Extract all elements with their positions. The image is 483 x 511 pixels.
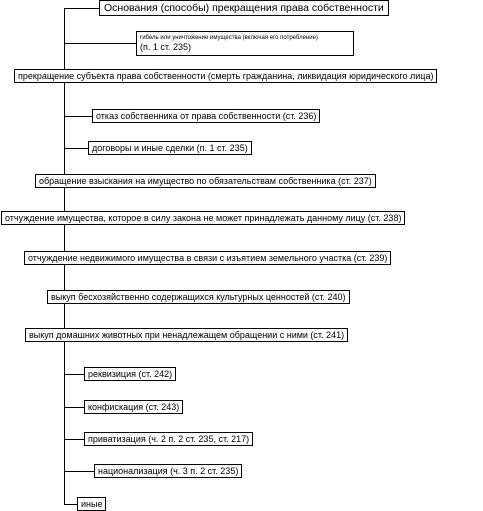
diagram-title: Основания (способы) прекращения права собственности (104, 2, 384, 14)
item-box-13 (94, 464, 242, 478)
item-13-text: национализация (ч. 3 п. 2 ст. 235) (98, 466, 239, 476)
item-box-1 (136, 31, 354, 56)
item-5-text: обращение взыскания на имущество по обязательствам собственника (ст. 237) (39, 176, 372, 186)
item-3-text: отказ собственника от права собственности (ст. 236) (96, 111, 317, 121)
connector-4 (64, 148, 88, 149)
item-11-text: конфискация (ст. 243) (88, 402, 180, 412)
item-box-8 (47, 290, 350, 304)
item-box-5 (35, 174, 376, 188)
item-box-6 (1, 211, 405, 225)
connector-12 (64, 439, 84, 440)
item-box-3 (92, 109, 320, 123)
connector-1 (64, 43, 136, 44)
item-12-text: приватизация (ч. 2 п. 2 ст. 235, ст. 217) (88, 434, 250, 444)
item-box-9 (25, 328, 348, 342)
item-box-11 (84, 400, 183, 414)
item-2-text: прекращение субъекта права собственности (смерть гражданина, ликвидация юридического лица) (18, 71, 434, 81)
connector-13 (64, 471, 94, 472)
item-box-14 (77, 497, 106, 511)
item-box-4 (88, 141, 252, 155)
item-6-text: отчуждение имущества, которое в силу закона не может принадлежать данному лицу (ст. 238) (5, 213, 402, 223)
connector-14 (64, 504, 77, 505)
connector-11 (64, 407, 84, 408)
item-8-text: выкуп бесхозяйственно содержащихся культурных ценностей (ст. 240) (51, 292, 346, 302)
item-box-10 (84, 367, 176, 381)
item-4-text: договоры и иные сделки (п. 1 ст. 235) (92, 143, 248, 153)
item-7-text: отчуждение недвижимого имущества в связи с изъятием земельного участка (ст. 239) (28, 253, 388, 263)
item-1-small-text: гибель или уничтожение имущества (включая его потребление) (140, 35, 318, 41)
item-box-7 (24, 251, 391, 265)
item-9-text: выкуп домашних животных при ненадлежащем обращении с ними (ст. 241) (29, 330, 345, 340)
item-10-text: реквизиция (ст. 242) (88, 369, 173, 379)
item-box-2 (14, 69, 437, 83)
connector-title (64, 8, 99, 9)
item-1-text: (п. 1 ст. 235) (140, 42, 192, 52)
item-box-12 (84, 432, 253, 446)
diagram-title-box (99, 0, 389, 16)
connector-3 (64, 116, 92, 117)
item-14-text: иные (81, 499, 103, 509)
connector-10 (64, 374, 84, 375)
